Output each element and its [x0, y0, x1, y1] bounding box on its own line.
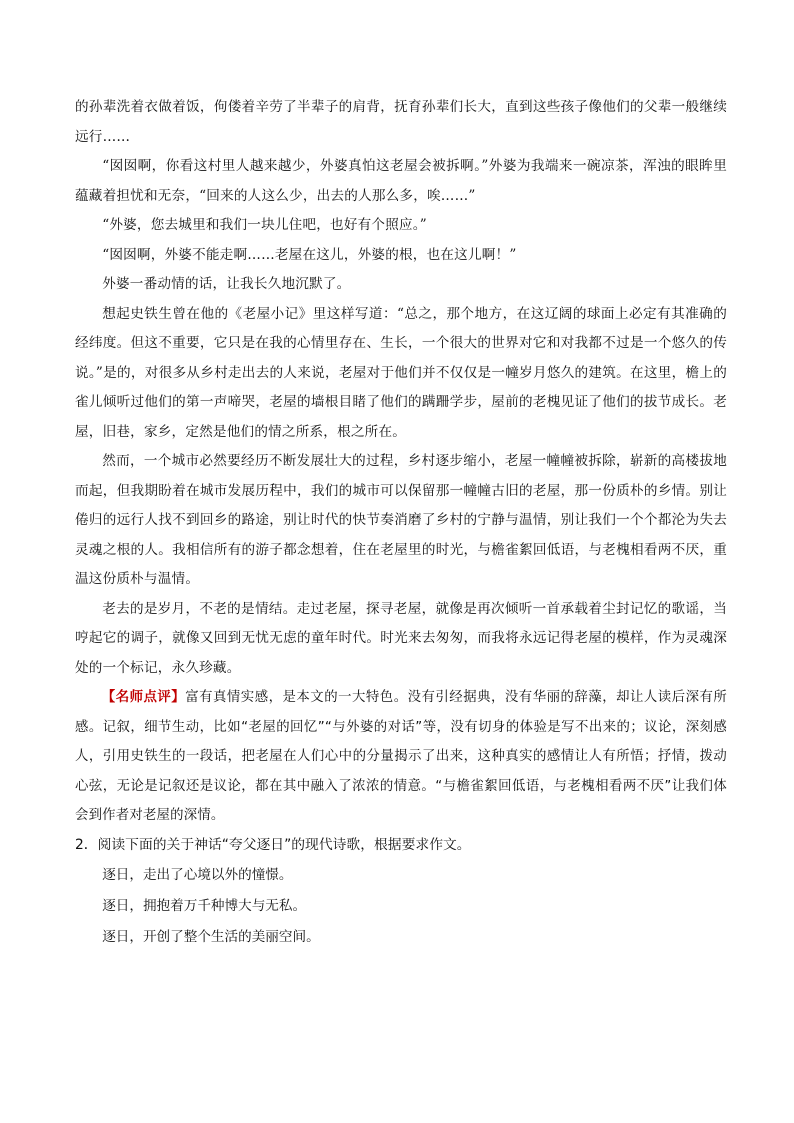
paragraph-city-development: 然而，一个城市必然要经历不断发展壮大的过程，乡村逐步缩小，老屋一幢幢被拆除，崭新的高楼拔地而起，但我期盼着在城市发展历程中，我们的城市可以保留那一幢幢古旧的老屋，那一份质朴的乡情。别让倦归的远行人找不到回乡的路途，别让时代的快节奏消磨了乡村的宁静与温情，别让我们一个个都沦为失去灵魂之根的人。我相信所有的游子都念想着，住在老屋里的时光，与檐雀絮回低语，与老槐相看两不厌，重温这份质朴与温情。 — [75, 453, 727, 587]
poem-line-3: 逐日，开创了整个生活的美丽空间。 — [102, 928, 320, 945]
paragraph-shi-tiesheng-quote: 想起史铁生曾在他的《老屋小记》里这样写道：“总之，那个地方，在这辽阔的球面上必定有其准确的经纬度。但这不重要，它只是在我的心情里存在、生长，一个很大的世界对它和对我都不过是一个悠久的传说。”是的，对很多从乡村走出去的人来说，老屋对于他们并不仅仅是一幢岁月悠久的建筑。在这里，檐上的雀儿倾听过他们的第一声啼哭，老屋的墙根目睹了他们的蹒跚学步，屋前的老槐见证了他们的拔节成长。老屋，旧巷，家乡，定然是他们的情之所系，根之所在。 — [75, 305, 727, 440]
paragraph-dialogue-grandma-worry: “囡囡啊，你看这村里人越来越少，外婆真怕这老屋会被拆啊。”外婆为我端来一碗凉茶，浑浊的眼眸里蕴藏着担忧和无奈，“回来的人这么少，出去的人那么多，唉……” — [75, 158, 727, 204]
poem-line-1: 逐日，走出了心境以外的憧憬。 — [102, 866, 293, 883]
poem-line-2: 逐日，拥抱着万千种博大与无私。 — [102, 897, 307, 914]
teacher-review — [75, 683, 727, 831]
paragraph-conclusion: 老去的是岁月，不老的是情结。走过老屋，探寻老屋，就像是再次倾听一首承载着尘封记忆的歌谣，当哼起它的调子，就像又回到无忧无虑的童年时代。时光来去匆匆，而我将永远记得老屋的模样，作为灵魂深处的一个标记，永久珍藏。 — [75, 600, 727, 676]
paragraph-dialogue-roots: “囡囡啊，外婆不能走啊……老屋在这儿，外婆的根，也在这儿啊！” — [102, 246, 517, 263]
paragraph-dialogue-invite: “外婆，您去城里和我们一块儿住吧，也好有个照应。” — [102, 217, 427, 233]
review-text: 富有真情实感，是本文的一大特色。没有引经据典，没有华丽的辞藻，却让人读后深有所感。记叙，细节生动，比如“老屋的回忆”“与外婆的对话”等，没有切身的体验是写不出来的；议论，深刻感人，引用史铁生的一段话，把老屋在人们心中的分量揭示了出来，这种真实的感情让人有所悟；抒情，拨动心弦，无论是记叙还是议论，都在其中融入了浓浓的情意。“与檐雀絮回低语，与老槐相看两不厌”让我们体会到作者对老屋的深情。 — [75, 690, 728, 823]
paragraph-silence: 外婆一番动情的话，让我长久地沉默了。 — [102, 276, 351, 292]
paragraph-continuation: 的孙辈洗着衣做着饭，佝偻着辛劳了半辈子的肩背，抚育孙辈们长大，直到这些孩子像他们的父辈一般继续远行…… — [75, 99, 727, 145]
review-tag: 【名师点评】 — [101, 690, 186, 705]
document-content — [75, 93, 727, 953]
question-2-prompt: 2．阅读下面的关于神话“夸父逐日”的现代诗歌，根据要求作文。 — [75, 836, 471, 853]
